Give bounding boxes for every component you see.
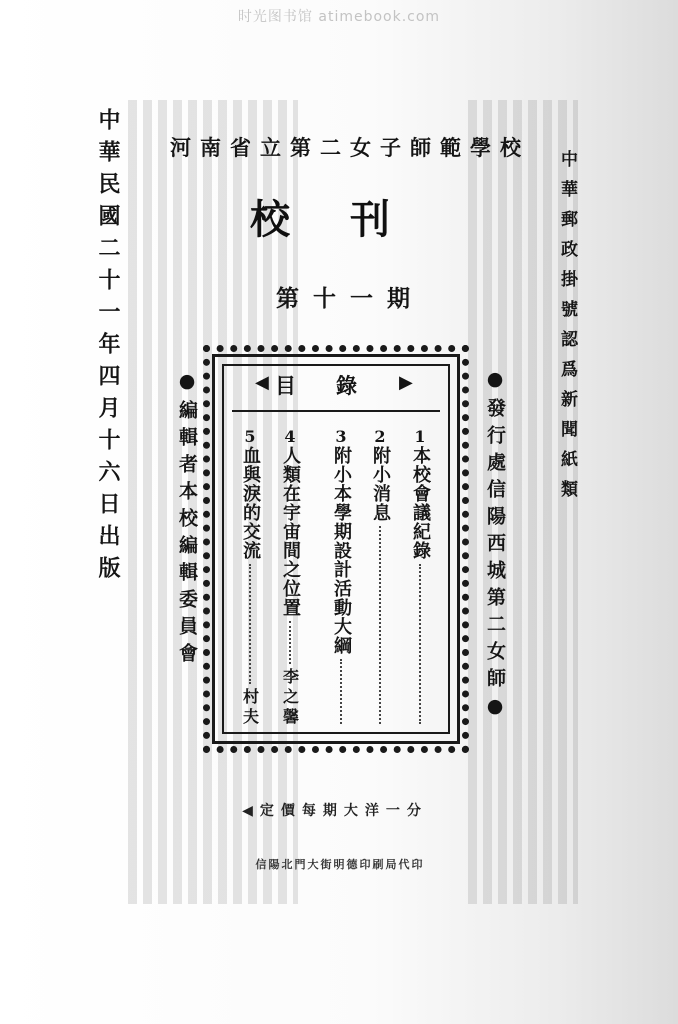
toc-entry (367, 428, 393, 728)
toc-entry-author: 李之馨 (280, 668, 300, 728)
printer-notice: 信陽北門大街明德印刷局代印 (255, 858, 425, 871)
toc-entry-title: 附小本學期設計活動大綱 (331, 446, 352, 655)
toc-entry-number: 4 (284, 427, 296, 446)
toc-entry (237, 428, 263, 728)
toc-right-arrow-icon: ▶ (399, 372, 413, 393)
toc-entry-leader (289, 621, 291, 664)
toc-entry-number: 3 (335, 427, 347, 446)
publication-date: 中華民國二十一年四月十六日出版 (95, 108, 121, 588)
toc-entry-title: 血與淚的交流 (240, 446, 261, 560)
toc-entry-number: 1 (414, 427, 426, 446)
toc-entry (407, 428, 433, 728)
toc-entry-leader (249, 564, 251, 684)
postal-registration-note: 中華郵政掛號認爲新聞紙類 (557, 150, 577, 510)
watermark: 时光图书馆 atimebook.com (237, 9, 441, 25)
price-notice: ◀定價每期大洋一分 (242, 803, 428, 819)
toc-entry-leader (419, 564, 421, 724)
toc-entry-title: 人類在宇宙間之位置 (280, 446, 301, 617)
publisher-credit: ●發行處信陽西城第二女師● (484, 368, 506, 725)
toc-divider (232, 410, 440, 412)
toc-entry-number: 2 (374, 427, 386, 446)
toc-left-arrow-icon: ◀ (255, 372, 269, 393)
toc-entry-author: 村夫 (240, 688, 260, 728)
toc-entry-number: 5 (244, 427, 256, 446)
toc-entry (328, 428, 354, 728)
school-name: 河南省立第二女子師範學校 (170, 135, 530, 160)
editor-credit: ●編輯者本校編輯委員會 (176, 370, 198, 670)
toc-entry-title: 附小消息 (370, 446, 391, 522)
toc-entry-leader (379, 526, 381, 724)
issue-label: 第十一期 (276, 285, 424, 312)
publication-title: 校刊 (250, 196, 450, 243)
toc-entry-leader (340, 659, 342, 724)
toc-heading: 目錄 (275, 373, 397, 398)
toc-entry-title: 本校會議紀錄 (410, 446, 431, 560)
toc-entry (277, 428, 303, 728)
